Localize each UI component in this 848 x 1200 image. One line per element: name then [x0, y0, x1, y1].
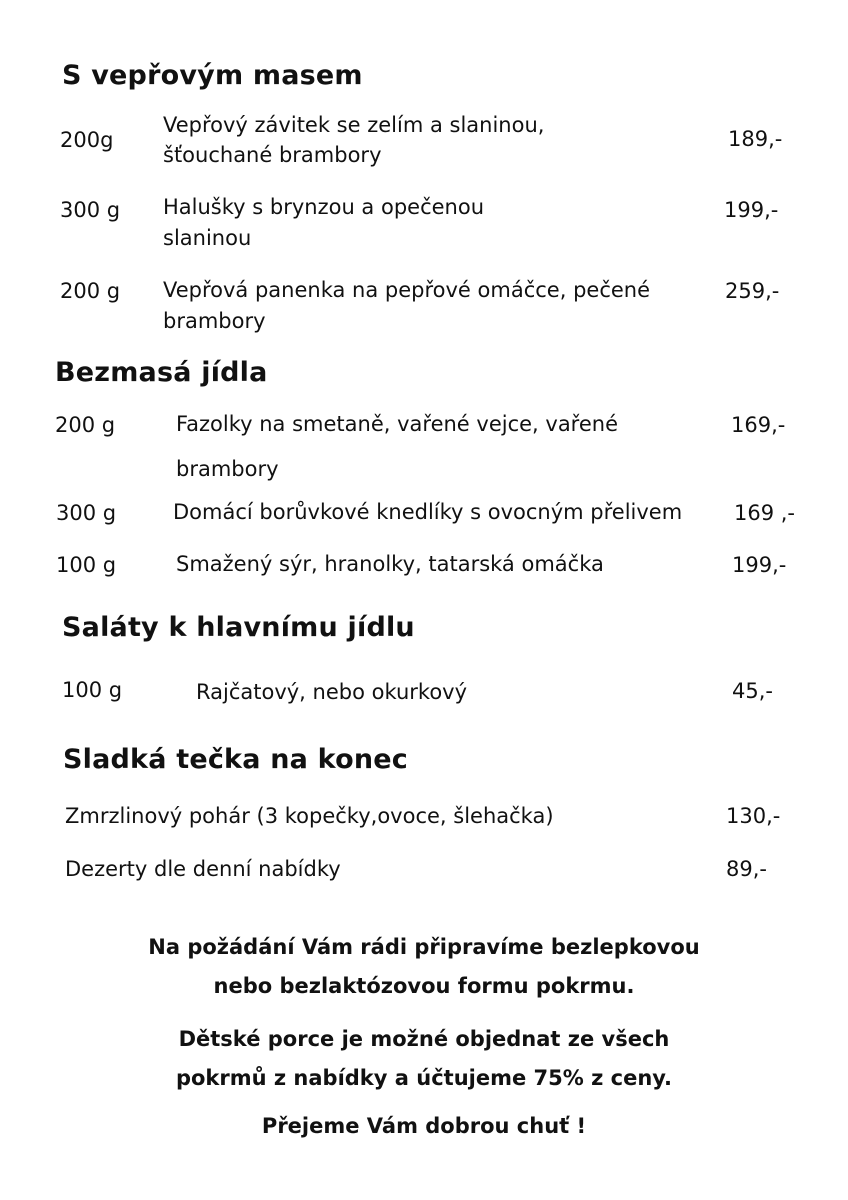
section-title: Bezmasá jídla: [55, 357, 268, 388]
item-name: Dezerty dle denní nabídky: [65, 857, 341, 881]
closing-wish: Přejeme Vám dobrou chuť !: [261, 1114, 587, 1138]
item-name: Fazolky na smetaně, vařené vejce, vařené: [176, 412, 619, 436]
item-name-continued: brambory: [176, 457, 279, 481]
item-price: 259,-: [725, 279, 780, 303]
item-name-continued: slaninou: [163, 226, 252, 250]
item-price: 189,-: [728, 127, 783, 151]
item-name-continued: šťouchané brambory: [163, 143, 382, 167]
gluten-note-line2: nebo bezlaktózovou formu pokrmu.: [213, 974, 635, 998]
item-price: 89,-: [726, 857, 767, 881]
item-weight: 200g: [60, 128, 114, 152]
item-price: 169,-: [731, 413, 786, 437]
item-weight: 200 g: [60, 279, 121, 303]
item-weight: 200 g: [55, 413, 116, 437]
item-weight: 300 g: [56, 501, 117, 525]
item-price: 199,-: [732, 553, 787, 577]
item-weight: 100 g: [56, 553, 117, 577]
item-name: Smažený sýr, hranolky, tatarská omáčka: [176, 552, 604, 576]
item-name: Rajčatový, nebo okurkový: [196, 680, 468, 704]
item-name: Domácí borůvkové knedlíky s ovocným přelivem: [173, 500, 683, 524]
item-price: 169 ,-: [734, 501, 796, 525]
item-name: Halušky s brynzou a opečenou: [163, 195, 485, 219]
section-title: S vepřovým masem: [62, 60, 363, 91]
item-price: 199,-: [724, 198, 779, 222]
item-price: 45,-: [732, 679, 773, 703]
item-name: Vepřový závitek se zelím a slaninou,: [163, 113, 545, 137]
item-weight: 100 g: [62, 678, 123, 702]
item-name: Vepřová panenka na pepřové omáčce, pečené: [163, 278, 651, 302]
section-title: Sladká tečka na konec: [63, 744, 408, 775]
item-weight: 300 g: [60, 198, 121, 222]
item-name-continued: brambory: [163, 309, 266, 333]
section-title: Saláty k hlavnímu jídlu: [62, 612, 415, 643]
kids-note-line2: pokrmů z nabídky a účtujeme 75% z ceny.: [175, 1066, 673, 1090]
item-price: 130,-: [726, 804, 781, 828]
gluten-note-line1: Na požádání Vám rádi připravíme bezlepkovou: [148, 935, 700, 959]
kids-note-line1: Dětské porce je možné objednat ze všech: [178, 1027, 670, 1051]
item-name: Zmrzlinový pohár (3 kopečky,ovoce, šlehačka): [65, 804, 554, 828]
